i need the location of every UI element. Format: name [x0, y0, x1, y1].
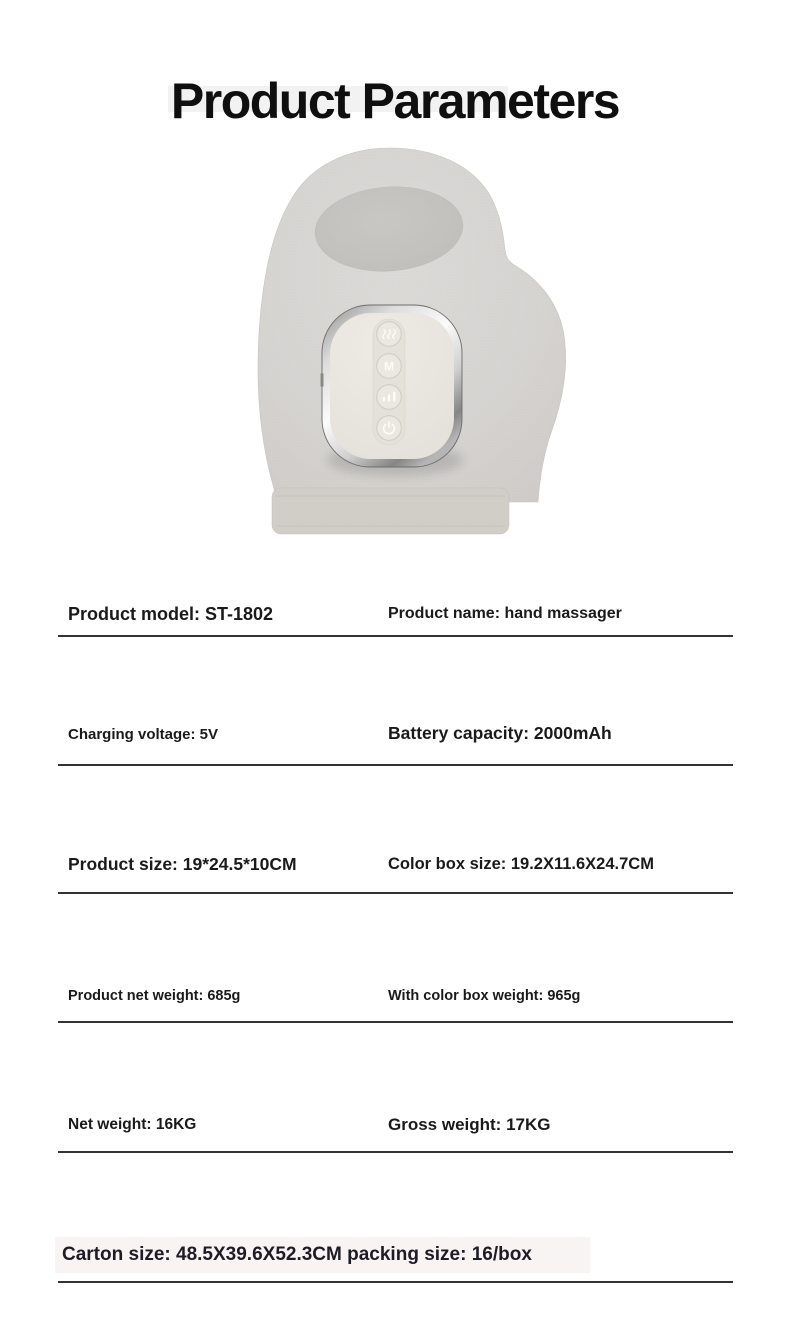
- mode-button: [377, 354, 402, 379]
- row-divider: [58, 892, 733, 894]
- intensity-button: [377, 385, 402, 410]
- product-image: [230, 130, 570, 550]
- row-divider: [58, 764, 733, 766]
- spec-cell-right: Color box size: 19.2X11.6X24.7CM: [388, 855, 654, 873]
- row-divider: [58, 1281, 733, 1283]
- spec-cell-right: With color box weight: 965g: [388, 988, 581, 1004]
- carton-size-line: Carton size: 48.5X39.6X52.3CM packing size: 16/box: [62, 1244, 532, 1265]
- spec-cell-left: Charging voltage: 5V: [68, 726, 219, 743]
- heat-button: [377, 322, 402, 347]
- spec-cell-left: Product net weight: 685g: [68, 988, 241, 1004]
- spec-cell-left: Product model: ST-1802: [68, 604, 274, 624]
- row-divider: [58, 1151, 733, 1153]
- mode-m-icon: M: [384, 359, 394, 374]
- glove-cuff: [272, 488, 509, 534]
- spec-cell-left: Product size: 19*24.5*10CM: [68, 854, 297, 874]
- row-divider: [58, 1021, 733, 1023]
- row-divider: [58, 635, 733, 637]
- page-title: Product Parameters: [170, 72, 620, 129]
- spec-cell-left: Net weight: 16KG: [68, 1116, 197, 1133]
- spec-cell-right: Product name: hand massager: [388, 605, 622, 622]
- panel-side-notch: [321, 373, 324, 387]
- spec-cell-right: Gross weight: 17KG: [388, 1115, 551, 1134]
- spec-cell-right: Battery capacity: 2000mAh: [388, 723, 612, 743]
- control-panel: [321, 305, 463, 467]
- power-button: [377, 416, 402, 441]
